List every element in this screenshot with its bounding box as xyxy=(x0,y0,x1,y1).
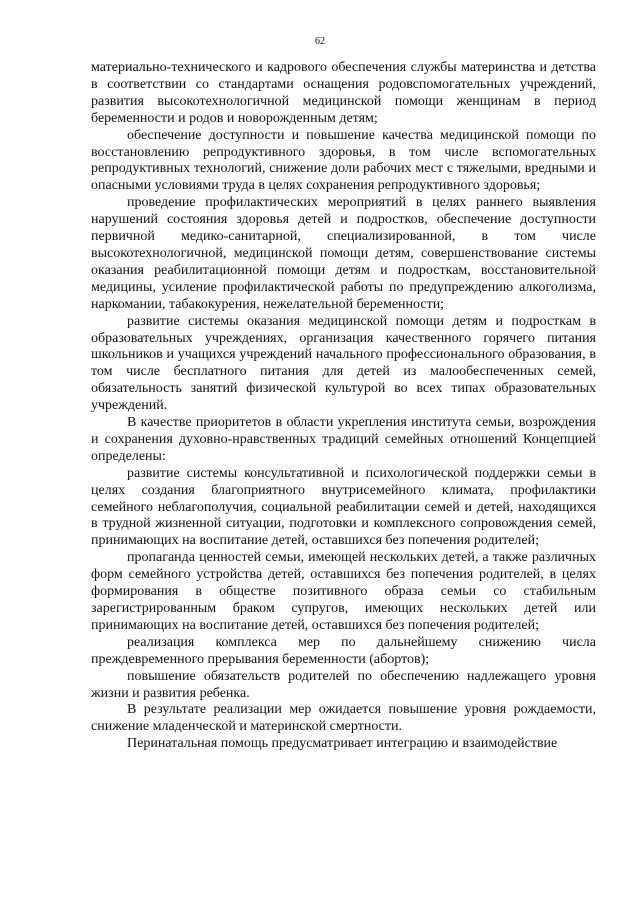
paragraph: развитие системы оказания медицинской помощи детям и подросткам в образовательных учреждениях, организация качественного горячего питания школьников и учащихся учреждений начального профессионального образования, в том числе бесплатного питания для детей из малообеспеченных семей, обязательность занятий физической культурой во всех типах образовательных учреждений. xyxy=(91,313,596,414)
paragraph: пропаганда ценностей семьи, имеющей нескольких детей, а также различных форм семейного устройства детей, оставшихся без попечения родителей, в целях формирования в обществе позитивного образа семьи со стабильным зарегистрированным браком супругов, имеющих нескольких детей или принимающих на воспитание детей, оставшихся без попечения родителей; xyxy=(91,550,596,633)
paragraph: реализация комплекса мер по дальнейшему снижению числа преждевременного прерывания беременности (абортов); xyxy=(91,634,596,667)
paragraph: повышение обязательств родителей по обеспечению надлежащего уровня жизни и развития ребенка. xyxy=(91,668,596,701)
document-body xyxy=(91,60,596,753)
paragraph: развитие системы консультативной и психологической поддержки семьи в целях создания благоприятного внутрисемейного климата, профилактики семейного неблагополучия, социальной реабилитации семей и детей, находящихся в трудной жизненной ситуации, подготовки и комплексного сопровождения семей, принимающих на воспитание детей, оставшихся без попечения родителей; xyxy=(91,465,596,549)
paragraph: материально-технического и кадрового обеспечения службы материнства и детства в соответствии со стандартами оснащения родовспомогательных учреждений, развития высокотехнологичной медицинской помощи женщинам в период беременности и родов и новорожденным детям; xyxy=(91,60,596,126)
page-number: 62 xyxy=(315,36,325,47)
paragraph: В результате реализации мер ожидается повышение уровня рождаемости, снижение младенческой и материнской смертности. xyxy=(91,702,596,735)
paragraph: обеспечение доступности и повышение качества медицинской помощи по восстановлению репродуктивного здоровья, в том числе вспомогательных репродуктивных технологий, снижение доли рабочих мест с тяжелыми, вредными и опасными условиями труда в целях сохранения репродуктивного здоровья; xyxy=(91,127,596,194)
paragraph: проведение профилактических мероприятий в целях раннего выявления нарушений состояния здоровья детей и подростков, обеспечение доступности первичной медико-санитарной, специализированной, в том числе высокотехнологичной, медицинской помощи детям, совершенствование системы оказания реабилитационной помощи детям и подросткам, восстановительной медицины, усиление профилактической работы по предупреждению алкоголизма, наркомании, табакокурения, нежелательной беременности; xyxy=(91,195,596,312)
paragraph: В качестве приоритетов в области укрепления института семьи, возрождения и сохранения духовно-нравственных традиций семейных отношений Концепцией определены: xyxy=(91,415,596,464)
paragraph: Перинатальная помощь предусматривает интеграцию и взаимодействие xyxy=(127,736,558,752)
